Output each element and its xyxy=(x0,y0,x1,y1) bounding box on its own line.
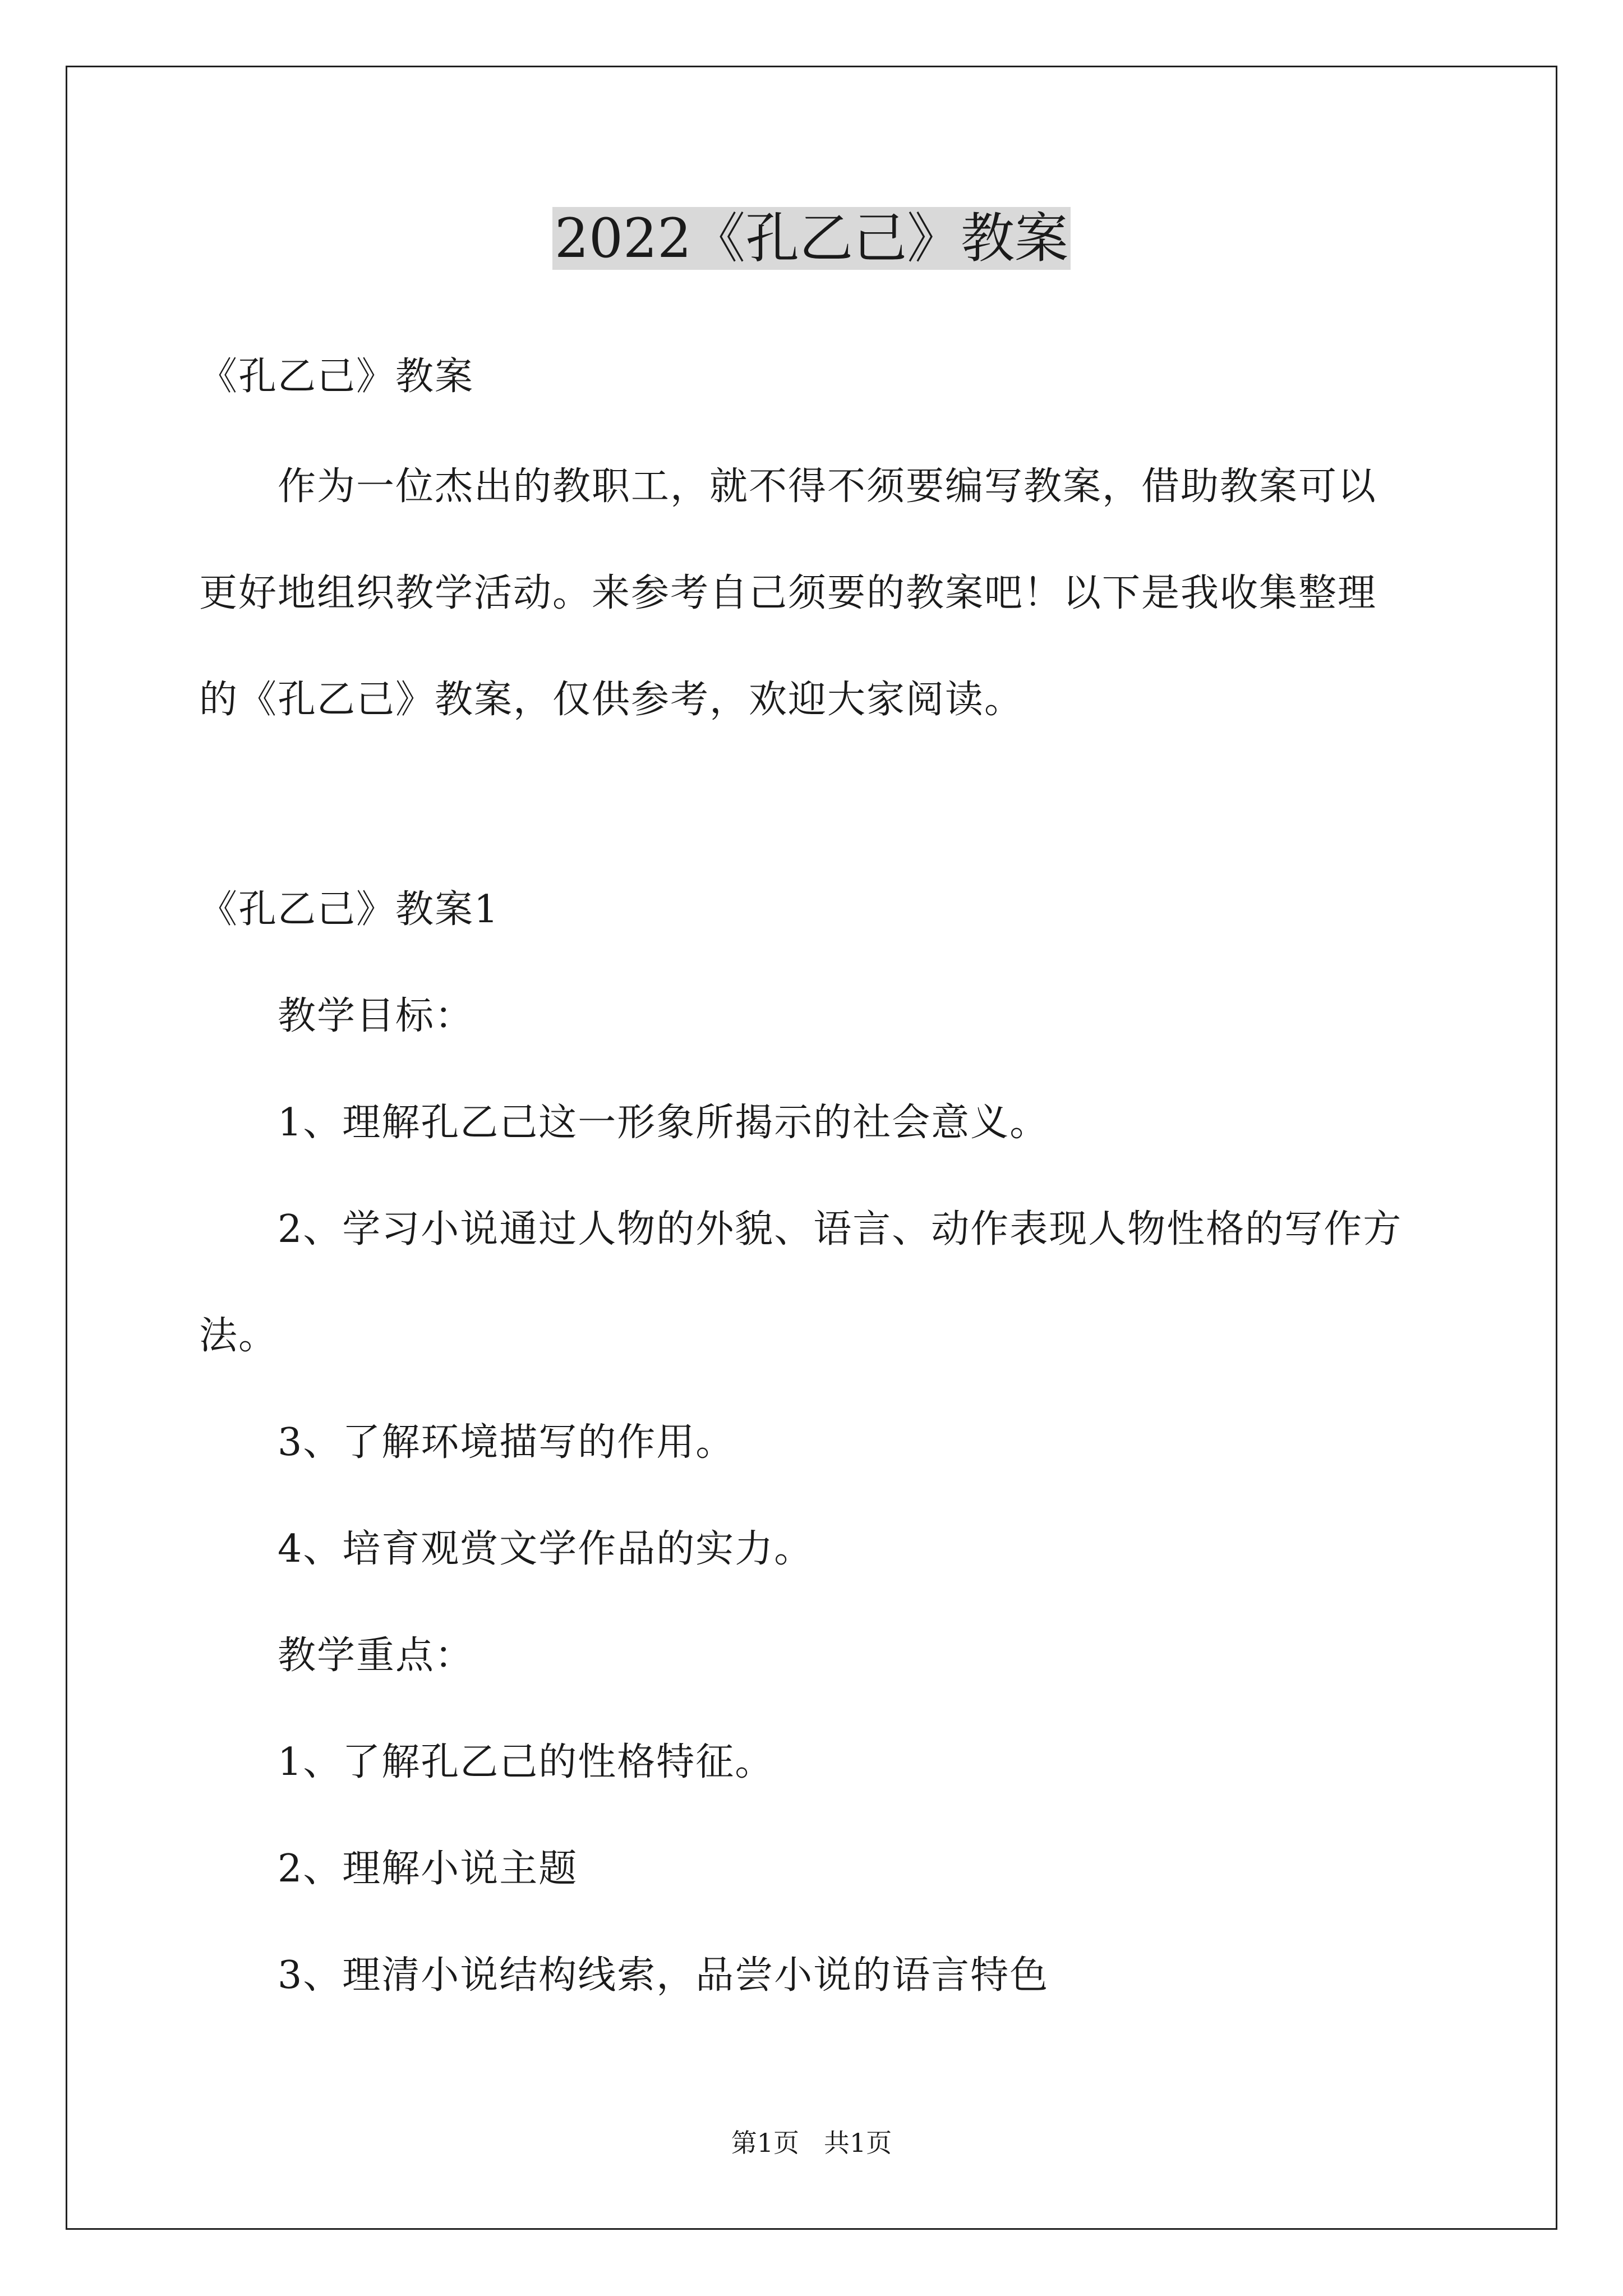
key-points-heading: 教学重点： xyxy=(278,1634,474,1678)
section-heading: 《孔乙己》教案1 xyxy=(199,887,500,932)
objective-item: 1、理解孔乙己这一形象所揭示的社会意义。 xyxy=(278,1101,1049,1145)
objective-item: 3、了解环境描写的作用。 xyxy=(278,1420,735,1465)
page-number: 第1页 xyxy=(731,2128,799,2158)
subtitle-line: 《孔乙己》教案 xyxy=(199,355,474,399)
page-total: 共1页 xyxy=(824,2128,892,2158)
intro-line-1: 作为一位杰出的教职工，就不得不须要编写教案，借助教案可以 xyxy=(278,464,1377,509)
objective-item-continued: 法。 xyxy=(199,1314,278,1358)
objective-item: 2、学习小说通过人物的外貌、语言、动作表现人物性格的写作方 xyxy=(278,1207,1403,1251)
objective-item: 4、培育观赏文学作品的实力。 xyxy=(278,1527,814,1571)
intro-line-3: 的《孔乙己》教案，仅供参考，欢迎大家阅读。 xyxy=(199,678,1024,722)
page-footer xyxy=(0,2126,1623,2160)
key-point-item: 3、理清小说结构线索，品尝小说的语言特色 xyxy=(278,1953,1049,1998)
intro-line-2: 更好地组织教学活动。来参考自己须要的教案吧！以下是我收集整理 xyxy=(199,571,1377,615)
key-point-item: 1、了解孔乙己的性格特征。 xyxy=(278,1740,774,1784)
key-point-item: 2、理解小说主题 xyxy=(278,1847,578,1891)
document-title: 2022《孔乙己》教案 xyxy=(0,199,1623,278)
objectives-heading: 教学目标： xyxy=(278,994,474,1038)
